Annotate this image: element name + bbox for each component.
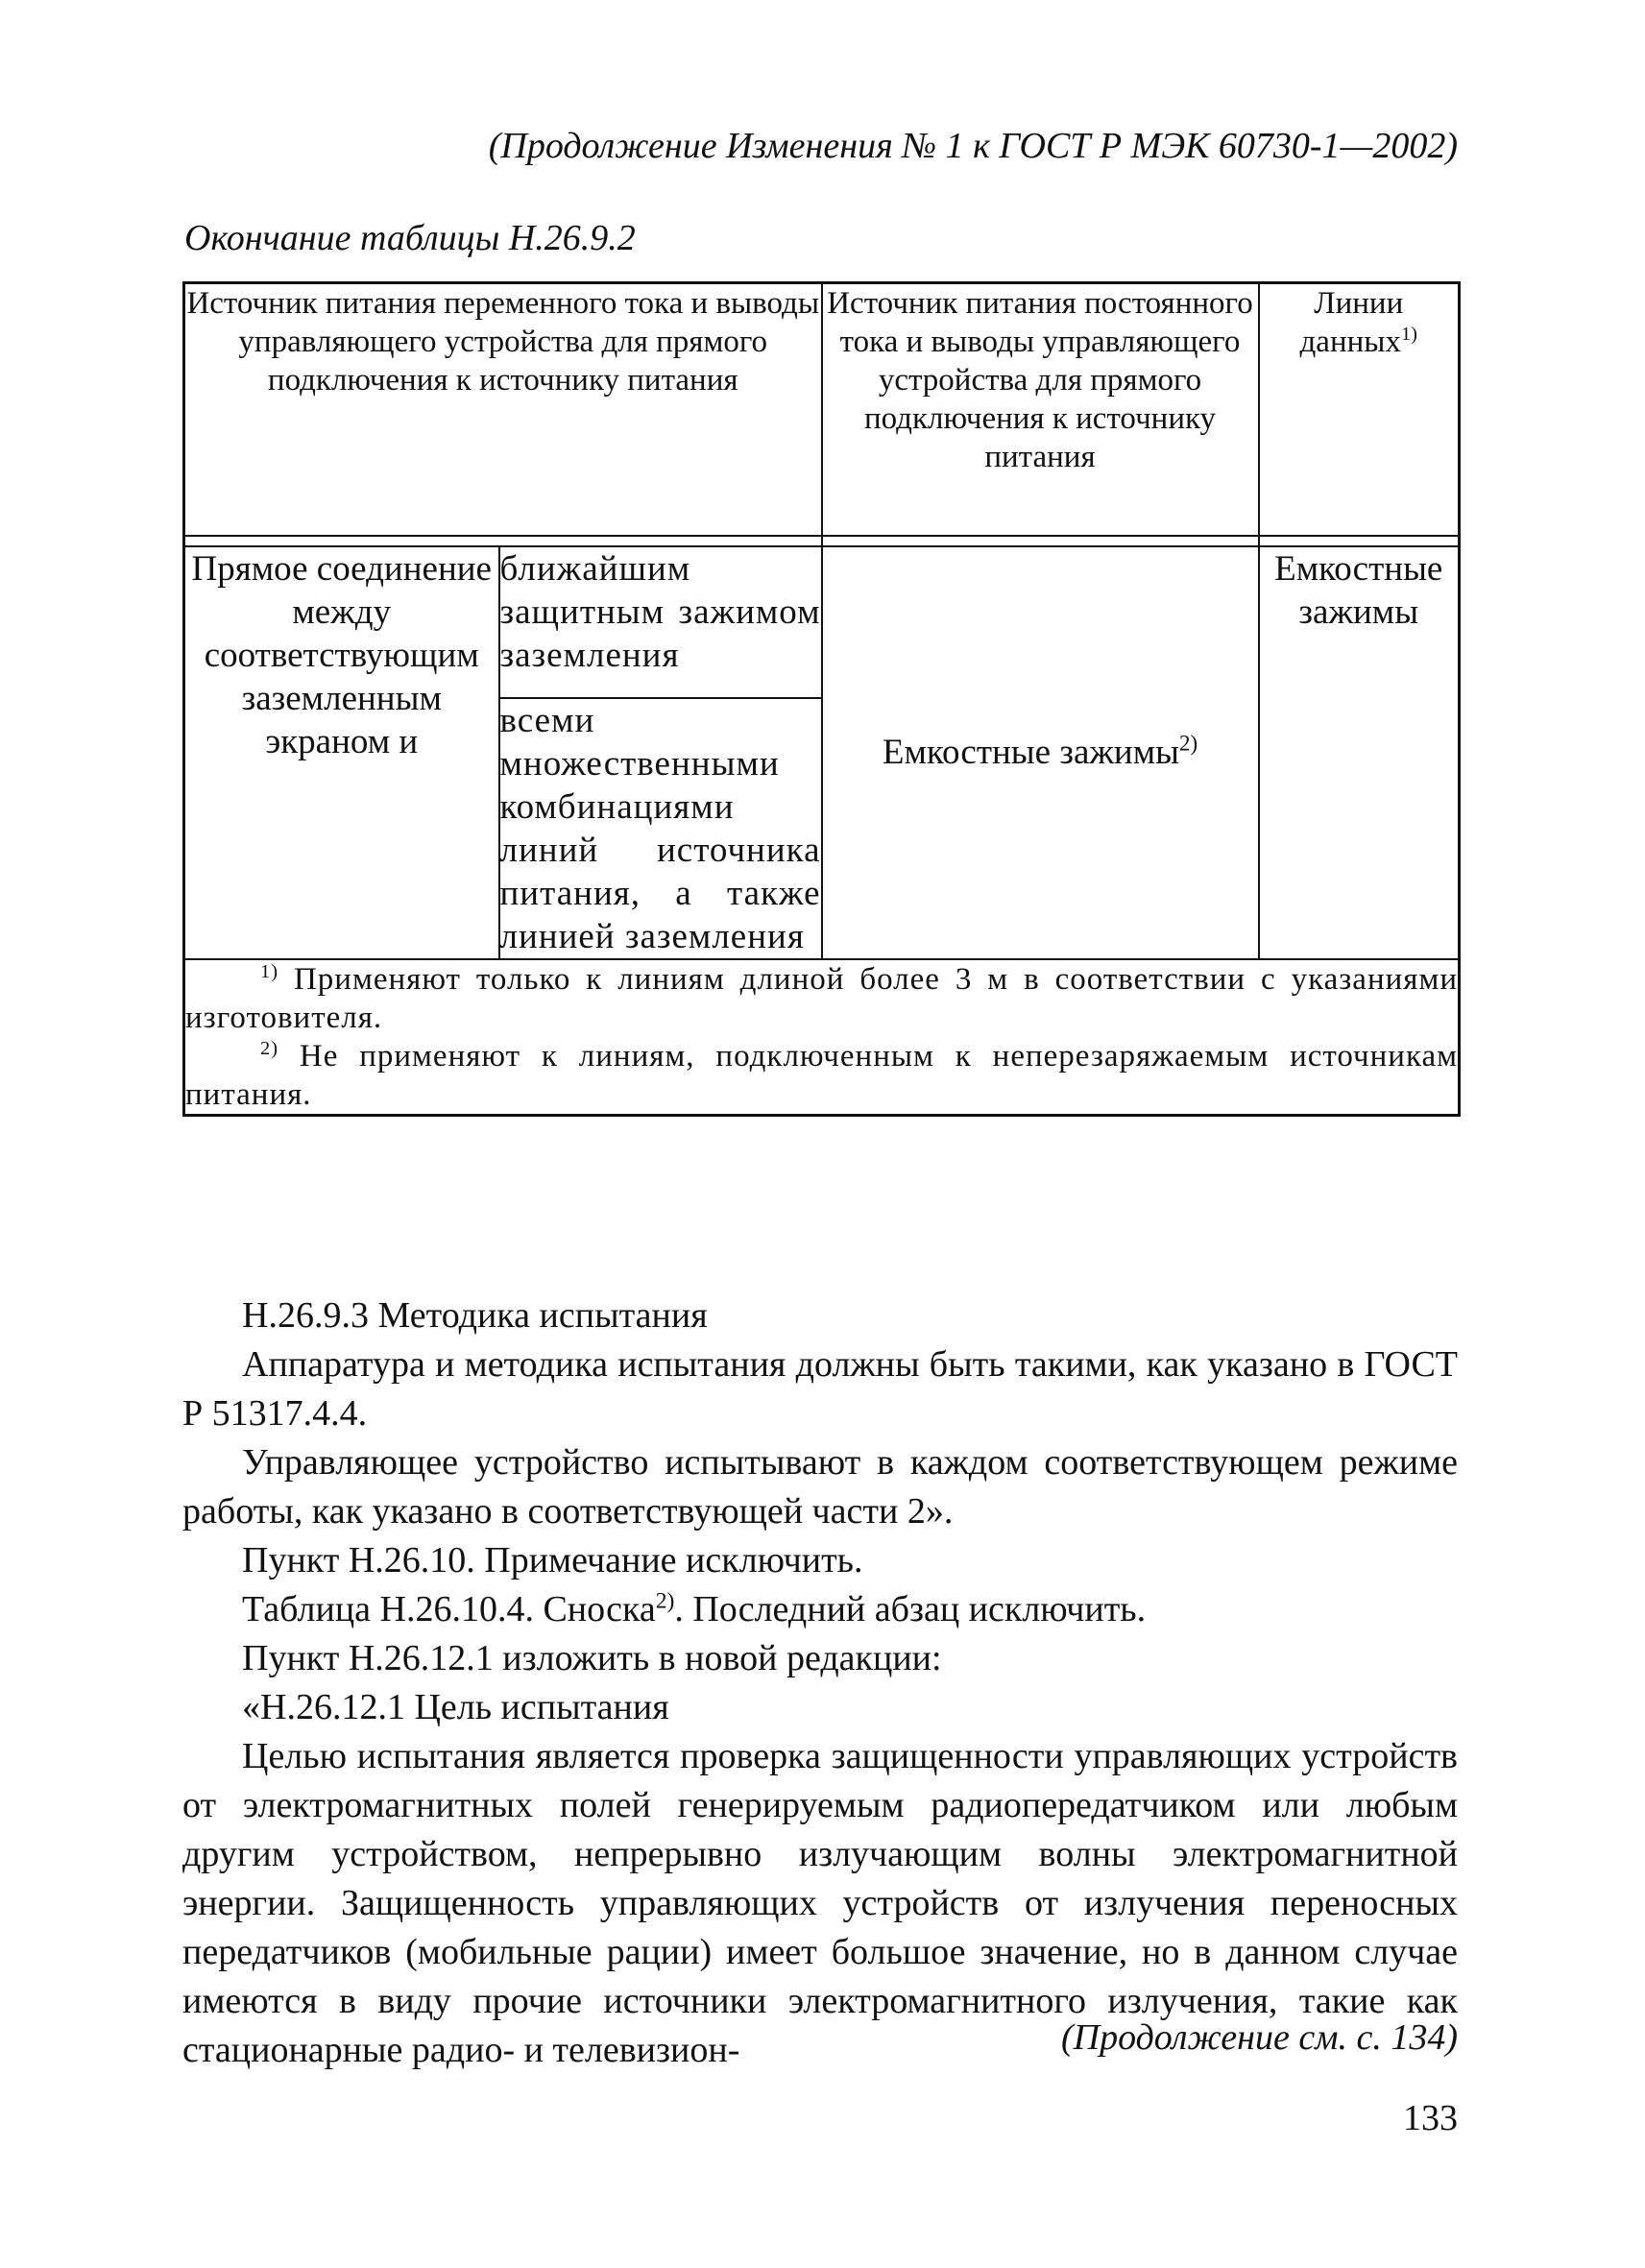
paragraph: Аппаратура и методика испытания должны быть такими, как указано в ГОСТ Р 51317.4.4. — [182, 1344, 1458, 1434]
cell-direct-connection: Прямое соединение между соответствующим заземленным экраном и — [184, 546, 499, 959]
paragraph-text: . Последний абзац исключить. — [674, 1589, 1147, 1629]
paragraph-purpose-heading: «Н.26.12.1 Цель испытания — [242, 1687, 669, 1727]
note-text: Применяют только к линиям длиной более 3 м в соответствии с указаниями изготовителя. — [185, 961, 1458, 1035]
table-caption: Окончание таблицы Н.26.9.2 — [184, 218, 636, 258]
page-number: 133 — [1403, 2098, 1458, 2138]
header-dc-source: Источник питания постоянного тока и выводы управляющего устройства для прямого подключения к источнику питания — [822, 283, 1259, 536]
cell-capacitive-clamps-data: Емкостные зажимы — [1259, 546, 1460, 959]
footnote-mark-1: 1) — [1400, 324, 1417, 345]
header-separator-row — [184, 536, 1460, 546]
capacitive-clamps-label: Емкостные зажимы — [882, 733, 1180, 772]
table-row — [184, 546, 1460, 698]
cell-capacitive-clamps — [822, 546, 1259, 959]
table-note-1 — [185, 960, 1458, 1037]
paragraph: Управляющее устройство испытывают в каждом соответствующем режиме работы, как указано в соответствующей части 2». — [182, 1442, 1458, 1532]
footnote-mark-2: 2) — [655, 1588, 675, 1614]
note-mark: 2) — [260, 1037, 279, 1059]
paragraph — [182, 1585, 1458, 1634]
header-data-lines-label: Линии данных — [1299, 286, 1404, 359]
table-notes-row — [184, 959, 1460, 1116]
running-header: (Продолжение Изменения № 1 к ГОСТ Р МЭК 60730-1—2002) — [488, 126, 1458, 166]
cell-nearest-terminal: ближайшим защитным зажимом заземления — [499, 546, 822, 698]
table-h26-9-2 — [182, 281, 1461, 1117]
paragraph-text: Таблица Н.26.10.4. Сноска — [242, 1589, 656, 1629]
table-note-2 — [185, 1037, 1458, 1114]
paragraph: Целью испытания является проверка защищенности управляющих устройств от электромагнитных полей генерируемым радиопередатчиком или любым другим устройством, непрерывно излучающим волны электромагнитной энергии. Защищенность управляющих устройств от излучения переносных передатчиков (мобильные рации) имеет большое значение, но в данном случае имеются в виду прочие источники электромагнитного излучения, такие как стационарные радио- и телевизион- — [182, 1736, 1458, 2070]
paragraph: Пункт Н.26.10. Примечание исключить. — [242, 1540, 863, 1580]
footnote-mark-2: 2) — [1179, 731, 1198, 756]
header-ac-source: Источник питания переменного тока и выводы управляющего устройства для прямого подключения к источнику питания — [184, 283, 822, 536]
table-header-row — [184, 283, 1460, 536]
header-data-lines — [1259, 283, 1460, 536]
body-text — [182, 1291, 1458, 2075]
note-mark: 1) — [260, 960, 279, 982]
paragraph-method-heading: Н.26.9.3 Методика испытания — [242, 1295, 708, 1336]
note-text: Не применяют к линиям, подключенным к неперезаряжаемым источникам питания. — [185, 1038, 1459, 1112]
continuation-note: (Продолжение см. с. 134) — [1060, 2017, 1458, 2058]
cell-all-combinations: всеми множественными комбинациями линий источника питания, а также линией заземления — [499, 698, 822, 959]
table-notes — [184, 959, 1460, 1116]
paragraph: Пункт Н.26.12.1 изложить в новой редакции: — [242, 1638, 942, 1678]
